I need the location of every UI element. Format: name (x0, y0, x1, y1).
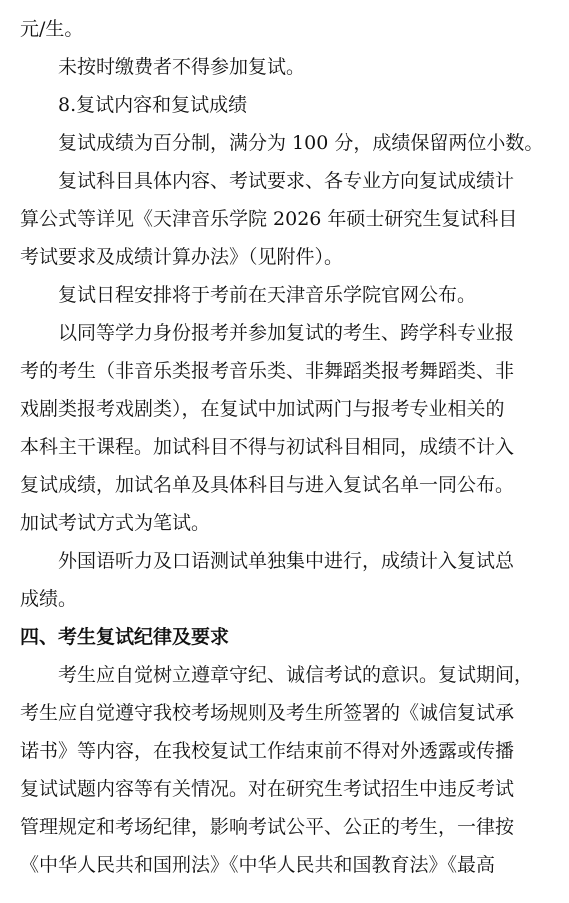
text-line: 考试要求及成绩计算办法》（见附件）。 (20, 246, 344, 268)
text-line: 复试科目具体内容、考试要求、各专业方向复试成绩计 (58, 170, 515, 192)
text-line: 戏剧类报考戏剧类），在复试中加试两门与报考专业相关的 (20, 398, 505, 420)
text-line: 复试成绩，加试名单及具体科目与进入复试名单一同公布。 (20, 474, 515, 496)
text-line: 加试考试方式为笔试。 (20, 512, 211, 534)
text-line: 《中华人民共和国刑法》《中华人民共和国教育法》《最高 (20, 854, 496, 876)
text-line: 复试试题内容等有关情况。对在研究生考试招生中违反考试 (20, 778, 515, 800)
text-line: 考生应自觉遵守我校考场规则及考生所签署的《诚信复试承 (20, 702, 515, 724)
text-line: 元/生。 (20, 18, 84, 40)
section-heading: 四、考生复试纪律及要求 (20, 626, 230, 648)
section-subheading: 8.复试内容和复试成绩 (58, 94, 248, 116)
text-line: 考生应自觉树立遵章守纪、诚信考试的意识。复试期间， (58, 664, 534, 686)
text-line: 管理规定和考场纪律，影响考试公平、公正的考生，一律按 (20, 816, 515, 838)
text-line: 诺书》等内容，在我校复试工作结束前不得对外透露或传播 (20, 740, 515, 762)
text-line: 成绩。 (20, 588, 78, 610)
text-line: 外国语听力及口语测试单独集中进行，成绩计入复试总 (58, 550, 515, 572)
text-line: 考的考生（非音乐类报考音乐类、非舞蹈类报考舞蹈类、非 (20, 360, 515, 382)
text-line: 算公式等详见《天津音乐学院 2026 年硕士研究生复试科目 (20, 208, 518, 230)
text-line: 未按时缴费者不得参加复试。 (58, 56, 306, 78)
text-line: 以同等学力身份报考并参加复试的考生、跨学科专业报 (58, 322, 515, 344)
text-line: 复试成绩为百分制，满分为 100 分，成绩保留两位小数。 (58, 132, 544, 154)
text-line: 本科主干课程。加试科目不得与初试科目相同，成绩不计入 (20, 436, 515, 458)
text-line: 复试日程安排将于考前在天津音乐学院官网公布。 (58, 284, 477, 306)
